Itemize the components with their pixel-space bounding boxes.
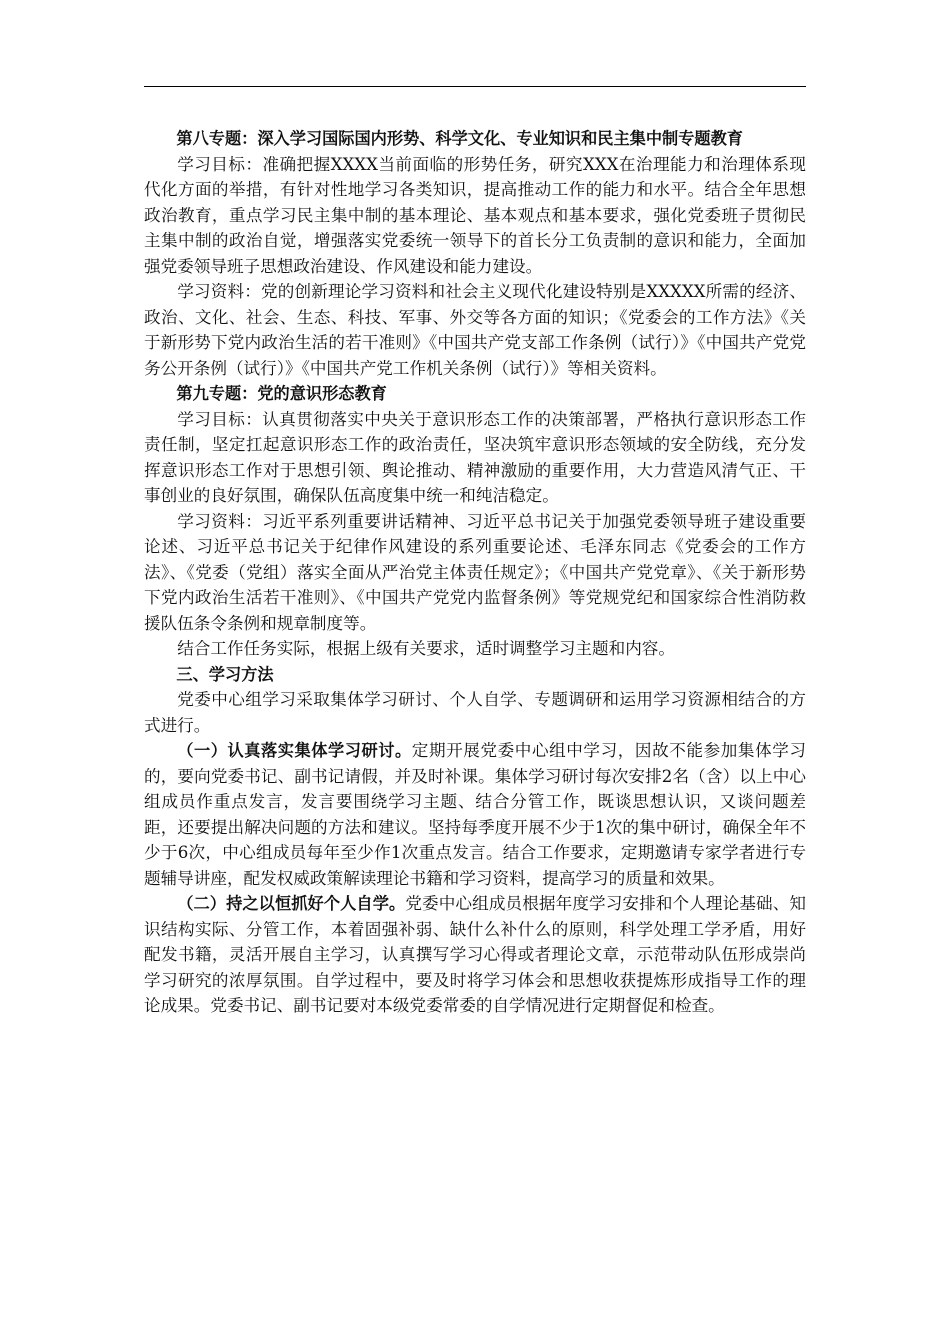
topic9-title: 第九专题：党的意识形态教育 [176,384,387,403]
method-item-1-lead: （一）认真落实集体学习研讨。 [177,741,412,760]
topic8-title: 第八专题：深入学习国际国内形势、科学文化、专业知识和民主集中制专题教育 [176,129,743,148]
method-item-2-body: 党委中心组成员根据年度学习安排和个人理论基础、知识结构实际、分管工作，本着固强补弱、缺什么补什么的原则，科学处理工学矛盾，用好配发书籍，灵活开展自主学习，认真撰写学习心得或者理论文章，示范带动队伍形成崇尚学习研究的浓厚氛围。自学过程中，要及时将学习体会和思想收获提炼形成指导工作的理论成果。党委书记、副书记要对本级党委常委的自学情况进行定期督促和检查。 [144,894,807,1015]
method-item-1 [144,738,806,891]
section3-intro: 党委中心组学习采取集体学习研讨、个人自学、专题调研和运用学习资源相结合的方式进行。 [144,690,806,735]
topic9-goal: 学习目标：认真贯彻落实中央关于意识形态工作的决策部署，严格执行意识形态工作责任制，坚定扛起意识形态工作的政治责任，坚决筑牢意识形态领域的安全防线，充分发挥意识形态工作对于思想引领、舆论推动、精神激励的重要作用，大力营造风清气正、干事创业的良好氛围，确保队伍高度集中统一和纯洁稳定。 [144,409,806,505]
topic8-goal: 学习目标：准确把握XXXX当前面临的形势任务，研究XXX在治理能力和治理体系现代化方面的举措，有针对性地学习各类知识，提高推动工作的能力和水平。结合全年思想政治教育，重点学习民主集中制的基本理论、基本观点和基本要求，强化党委班子贯彻民主集中制的政治自觉，增强落实党委统一领导下的首长分工负责制的意识和能力，全面加强党委领导班子思想政治建设、作风建设和能力建设。 [144,154,806,276]
section3-title: 三、学习方法 [176,664,274,684]
method-item-2 [144,891,806,1019]
adjust-note: 结合工作任务实际，根据上级有关要求，适时调整学习主题和内容。 [177,639,675,658]
document-body [144,126,806,1019]
topic9-materials: 学习资料：习近平系列重要讲话精神、习近平总书记关于加强党委领导班子建设重要论述、习近平总书记关于纪律作风建设的系列重要论述、毛泽东同志《党委会的工作方法》、《党委（党组）落实全面从严治党主体责任规定》；《中国共产党党章》、《关于新形势下党内政治生活若干准则》、《中国共产党党内监督条例》等党规党纪和国家综合性消防救援队伍条令条例和规章制度等。 [144,511,806,633]
method-item-2-lead: （二）持之以恒抓好个人自学。 [177,894,406,913]
method-item-1-body: 定期开展党委中心组中学习，因故不能参加集体学习的，要向党委书记、副书记请假，并及时补课。集体学习研讨每次安排2名（含）以上中心组成员作重点发言，发言要围绕学习主题、结合分管工作，既谈思想认识，又谈问题差距，还要提出解决问题的方法和建议。坚持每季度开展不少于1次的集中研讨，确保全年不少于6次，中心组成员每年至少作1次重点发言。结合工作要求，定期邀请专家学者进行专题辅导讲座，配发权威政策解读理论书籍和学习资料，提高学习的质量和效果。 [144,741,806,888]
header-rule [144,86,806,87]
topic8-materials: 学习资料：党的创新理论学习资料和社会主义现代化建设特别是XXXXX所需的经济、政治、文化、社会、生态、科技、军事、外交等各方面的知识；《党委会的工作方法》《关于新形势下党内政治生活的若干准则》《中国共产党支部工作条例（试行）》《中国共产党党务公开条例（试行）》《中国共产党工作机关条例（试行）》等相关资料。 [144,282,806,378]
